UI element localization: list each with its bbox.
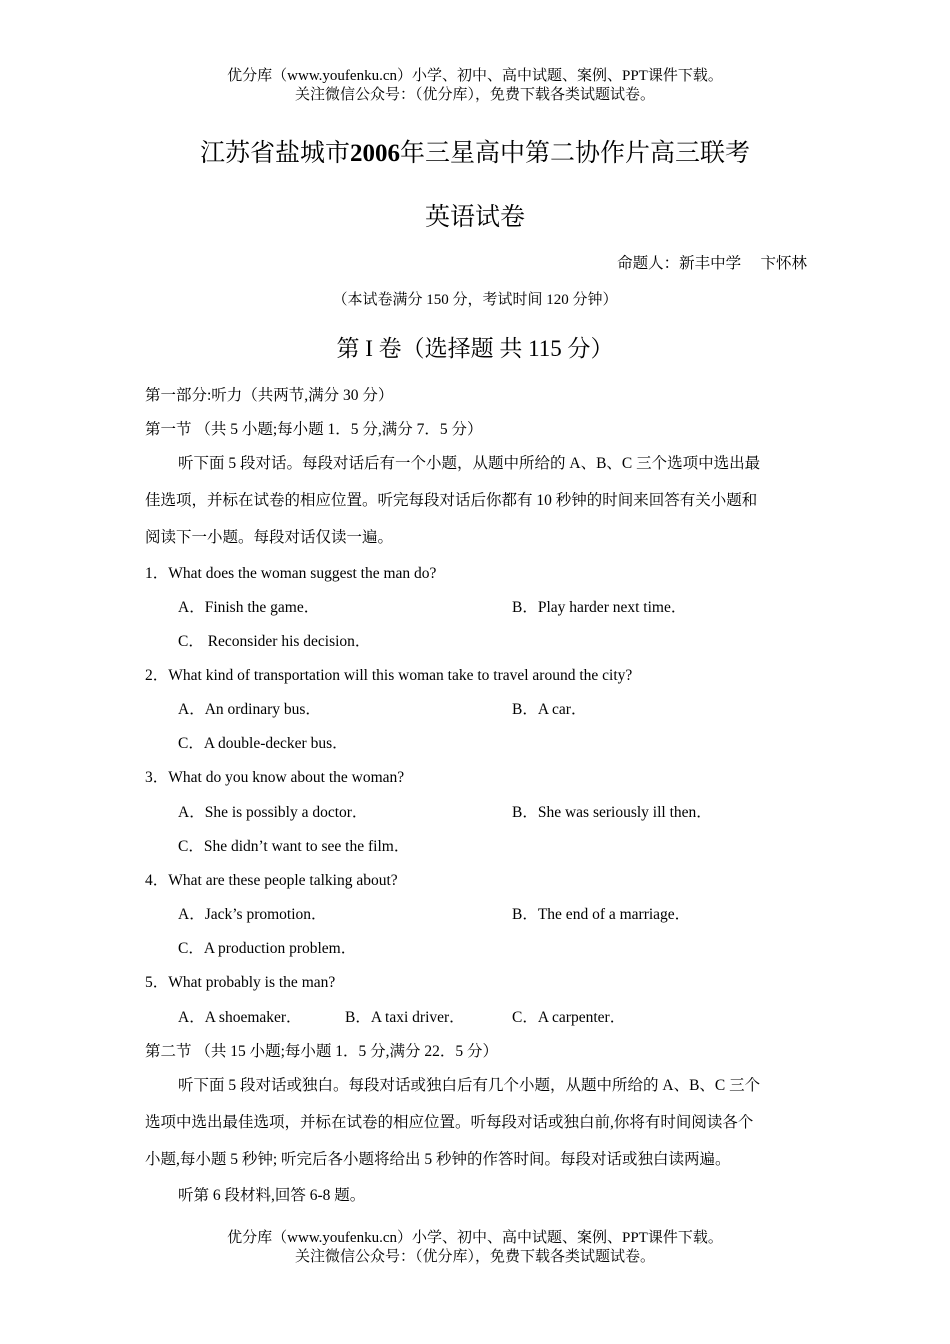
exam-info: （本试卷满分 150 分，考试时间 120 分钟） <box>332 292 618 308</box>
question-4-option-c: C．A production problem． <box>178 940 357 957</box>
section2-instruction-line-3: 小题,每小题 5 秒钟; 听完后各小题将给出 5 秒钟的作答时间。每段对话或独白读两遍。 <box>145 1151 731 1168</box>
section2-heading: 第二节 （共 15 小题;每小题 1．5 分,满分 22．5 分） <box>145 1043 499 1060</box>
question-5-option-c: C．A carpenter． <box>512 1009 626 1026</box>
title-part-2: 年三星高中第二协作片高三联考 <box>400 140 751 167</box>
question-5: 5．What probably is the man? <box>145 974 336 991</box>
question-1-option-c: C． Reconsider his decision． <box>178 633 371 650</box>
section2-instruction-line-1: 听下面 5 段对话或独白。每段对话或独白后有几个小题，从题中所给的 A、B、C 三个 <box>178 1077 761 1094</box>
question-4-option-b: B．The end of a marriage． <box>512 906 691 923</box>
question-2-option-a: A．An ordinary bus． <box>178 701 321 718</box>
question-1: 1．What does the woman suggest the man do? <box>145 565 437 582</box>
question-4-option-a: A．Jack’s promotion． <box>178 906 327 923</box>
question-3-option-b: B．She was seriously ill then． <box>512 804 712 821</box>
author-line: 命题人：新丰中学 卞怀林 <box>617 255 807 272</box>
question-5-option-a: A．A shoemaker． <box>178 1009 302 1026</box>
section2-sub-instruction: 听第 6 段材料,回答 6-8 题。 <box>178 1187 366 1204</box>
part1-heading: 第一部分:听力（共两节,满分 30 分） <box>145 387 394 404</box>
question-4: 4．What are these people talking about? <box>145 872 398 889</box>
section1-instruction-line-2: 佳选项，并标在试卷的相应位置。听完每段对话后你都有 10 秒钟的时间来回答有关小题和 <box>145 492 758 509</box>
question-2-option-b: B．A car． <box>512 701 587 718</box>
footer-line-2: 关注微信公众号：（优分库），免费下载各类试题试卷。 <box>294 1249 655 1265</box>
document-title <box>0 133 950 169</box>
section2-instruction-line-2: 选项中选出最佳选项，并标在试卷的相应位置。听每段对话或独白前,你将有时间阅读各个 <box>145 1114 754 1131</box>
question-3-option-c: C．She didn’t want to see the film． <box>178 838 410 855</box>
question-2: 2．What kind of transportation will this woman take to travel around the city? <box>145 667 633 684</box>
header-line-2: 关注微信公众号：（优分库），免费下载各类试题试卷。 <box>294 87 655 103</box>
section1-heading: 第一节 （共 5 小题;每小题 1．5 分,满分 7．5 分） <box>145 421 483 438</box>
footer-line-1: 优分库（www.youfenku.cn）小学、初中、高中试题、案例、PPT课件下载。 <box>227 1230 723 1246</box>
title-part-1: 江苏省盐城市 <box>199 140 350 167</box>
question-5-option-b: B．A taxi driver． <box>345 1009 465 1026</box>
question-1-option-b: B．Play harder next time． <box>512 599 687 616</box>
question-2-option-c: C．A double-decker bus． <box>178 735 348 752</box>
document-subject: 英语试卷 <box>424 204 525 231</box>
header-line-1: 优分库（www.youfenku.cn）小学、初中、高中试题、案例、PPT课件下载。 <box>227 68 723 84</box>
section1-instruction-line-3: 阅读下一小题。每段对话仅读一遍。 <box>145 529 394 546</box>
question-3: 3．What do you know about the woman? <box>145 769 405 786</box>
volume-title: 第 I 卷（选择题 共 115 分） <box>336 336 614 361</box>
title-year: 2006 <box>350 140 400 167</box>
question-1-option-a: A．Finish the game． <box>178 599 320 616</box>
section1-instruction-line-1: 听下面 5 段对话。每段对话后有一个小题，从题中所给的 A、B、C 三个选项中选出最 <box>178 455 761 472</box>
question-3-option-a: A．She is possibly a doctor． <box>178 804 368 821</box>
